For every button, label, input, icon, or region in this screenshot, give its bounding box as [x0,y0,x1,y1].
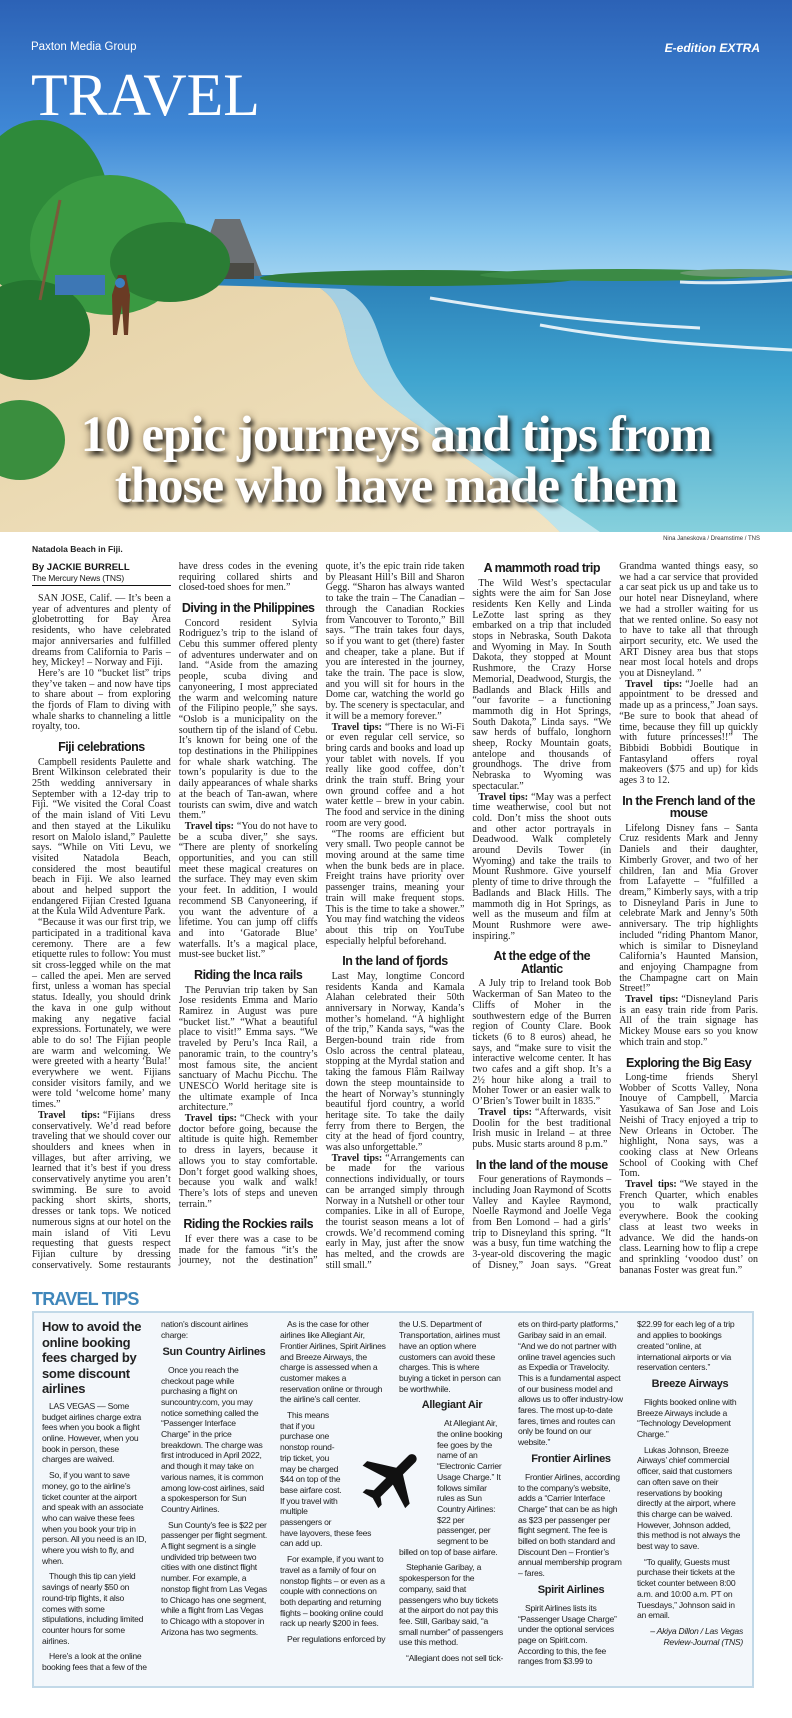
paragraph [42,1651,148,1672]
travel-tips-box [32,1311,754,1687]
paragraph-text: For example, if you want to travel as a family of four on nonstop flights – or even as a couple with connections on both departing and returning flights – booking online could rack up nearly $200 in fees. [280,1554,385,1629]
paragraph-text: “Arrangements can be made for the various connections individually, or tours can be arranged simply through Norway in a Nutshell or other tour companies. Like in all of Europe, the tourist season means a lot of crowds. We’d recommend coming early in May, just after the snow has melted, and the crowds are still small.” [325,1152,465,1271]
paragraph-text: “Because it was our first trip, we participated in a traditional kava ceremony. There are a few etiquette rules to follow: You must sit cross-legged while on the mat – called the apei. Men are served first, unless a woman has special status. Ideally, you should drink the kava in one gulp without making any negative facial expressions. Fortunately, we were able to do so! The Fijian people are warm and welcoming. We were greeted with a hearty ‘Bula!’ everywhere we went. Fijians consider visitors family, and we were told ‘welcome home’ many times.” [32,917,171,1111]
tips-column [161,1319,267,1677]
section-title: TRAVEL [31,62,260,128]
paragraph-text: Once you reach the checkout page while purchasing a flight on suncountry.com, you may notice something called the “Passenger Interface Charge” in the price breakdown. The charge was first introduced in April 2022, and though it may take on various names, it is common among low-cost airlines, said a spokesperson for Sun Country Airlines. [161,1364,265,1514]
paragraph-text: Here’s are 10 “bucket list” trips they’ve taken – and now have tips to share about – from exploring the fjords of Flam to diving with whale sharks to channeling a little royalty, too. [32,667,171,733]
paragraph [179,1114,318,1210]
tips-headline: How to avoid the online booking fees charged by some discount airlines [42,1319,142,1397]
paragraph [179,619,318,822]
paragraph-text: “You do not have to be a scuba diver,” she says. “There are plenty of snorkeling opportunities, and you can still meet these magical creatures on the surface. They may even skim your feet. In addition, I would recommend SB Canyoneering, if you want the adventure of a lifetime. You can jump off cliffs and into ‘Gatorade Blue’ waterfalls. It’s a magical place, must-see bucket list.” [178,820,318,961]
subheading: In the French land of the mouse [622,793,755,821]
paragraph-text: Though this tip can yield savings of nearly $50 on round-trip flights, it also comes with some stipulations, including limited counter hours for some airlines. [42,1571,144,1646]
paragraph [518,1472,624,1579]
paragraph-text: Long-time friends Sheryl Wobber of Scotts Valley, Nona Inouye of Campbell, Marcia Yasukawa of San Jose and Lois Neishi of Tracy enjoyed a trip to New Orleans in October. The highlight, Nona says, was a cooking class at New Orleans School of Cooking with Chef Tom. [619,1072,758,1180]
airplane-icon [356,1441,432,1517]
paragraph-text: Here’s a look at the online booking fees that a few of the [42,1651,147,1673]
paragraph [619,1073,758,1180]
paragraph [399,1653,505,1664]
paragraph [472,579,611,793]
paragraph [326,723,465,830]
paragraph-text: the U.S. Department of Transportation, airlines must have an option where customers can avoid these charges. This is where buying a ticket in person can be worthwhile. [399,1319,501,1394]
paragraph-text: Sun County’s fee is $22 per passenger per flight segment. A flight segment is a single undivided trip between two cities with one distinct flight number. For example, a nonstop flight from Las Vegas to Chicago has one segment, while a flight from Las Vegas to Chicago with a stopover in Arizona has two segments. [161,1519,267,1637]
paragraph-text: Per regulations enforced by [287,1634,386,1645]
travel-tips-lead: Travel tips: [478,791,529,803]
paragraph [179,822,318,961]
paragraph [326,830,465,948]
paragraph-text: ets on third-party platforms,” Garibay said in an email. “And we do not partner with online travel agencies such as Expedia or Travelocity. This is a fundamental aspect of our business model and allows us to offer industry-low fares. The most up-to-date fares, times and routes can only be found on our website.” [518,1319,623,1448]
paragraph [326,972,465,1154]
paragraph [280,1554,386,1629]
paragraph [32,594,171,669]
paragraph-text: Last May, longtime Concord residents Kanda and Kamala Alahan celebrated their 50th anniversary in Norway, Kanda’s mother’s homeland. “A highlight of the trip,” Kanda says, “was the Bergen-bound train ride from Oslo across the central plateau, stopping at the Myrdal station and taking the famous Flåm Railway down the steep mountainside to the heart of Norway’s stunningly beautiful fjord country, a world heritage site. To take the daily ferry from there to Bergen, the city at the head of fjord country, was also unforgettable.” [325,970,465,1154]
travel-tips-lead: Travel tips: [625,678,683,690]
paragraph-text: Lukas Johnson, Breeze Airways’ chief commercial officer, said that customers can often save on their reservations by booking directly at the airport, where this charge can be waived. However, Johnson added, this method is not always the best way to save. [637,1444,741,1552]
publisher-name: Paxton Media Group [31,41,137,53]
paragraph [472,793,611,943]
paragraph [637,1319,743,1373]
byline: By JACKIE BURRELL [32,562,130,573]
paragraph-text: “Disneyland Paris is an easy train ride from Paris. All of the train signage has Mickey Mouse ears so you know which train and stop.” [619,994,758,1048]
tips-column [42,1319,148,1677]
paragraph-text: Stephanie Garibay, a spokesperson for the company, said that passengers who buy tickets at the airport do not pay this fee. Still, Garibay said, “a small number” of passengers use this method. [399,1562,504,1648]
paragraph-text: The Wild West’s spectacular sights were the aim for San Jose residents Ken Kelly and Linda LeZotte last spring as they embarked on a trip that included stops in Nebraska, South Dakota and Wyoming in May. In South Dakota, they stopped at Mount Rushmore, the Crazy Horse Memorial, Deadwood, Sturgis, the Badlands and Black Hills and “our favorite – a functioning mammoth dig in Hot Springs, South Dakota,” Linda says. “We saw herds of buffalo, longhorn sheep, Rocky Mountain goats, antelope and thousands of groundhogs. The drive from Nebraska to Wyoming was spectacular.” [472,577,612,792]
paragraph-text: As is the case for other airlines like Allegiant Air, Frontier Airlines, Spirit Airlines and Breeze Airways, the charge is assessed when a customer makes a reservation online or through the airline’s call center. [280,1319,386,1405]
paragraph-text: The Peruvian trip taken by San Jose residents Emma and Mario Ramirez in August was pure “bucket list.” “What a beautiful place to visit!” Emma says. “We traveled by Peru’s Inca Rail, a panoramic train, to the country’s most famous site, the ancient sanctuary of Machu Picchu. The UNESCO World heritage site is the ultimate example of Inca architecture.” [178,984,318,1114]
paragraph-text: So, if you want to save money, go to the airline’s ticket counter at the airport and speak with an associate who can waive these fees when you book your trip in person. All you need is an ID, where you wish to fly, and when. [42,1470,147,1566]
paragraph [619,995,758,1049]
paragraph-text: Flights booked online with Breeze Airways include a “Technology Development Charge.” [637,1396,737,1440]
subheading: A mammoth road trip [483,561,600,575]
paragraph-text: “Allegiant does not sell tick- [406,1653,504,1664]
paragraph [518,1603,624,1667]
travel-tips-lead: Travel tips: [478,1106,532,1118]
travel-tips-lead: Travel tips: [184,1113,238,1125]
paragraph-text: Campbell residents Paulette and Brent Wilkinson celebrated their 25th wedding anniversary in September with a 12-day trip to Fiji. “We visited the Coral Coast of the main island of Viti Levu and then stayed at the Likuliku resort on Malolo island,” Paulette says. “While on Viti Levu, we visited Natadola Beach, considered the most beautiful beach in Fiji. We also learned about and helped support the endangered Fijian Crested Iguana at the Kula Wild Adventure Park. [32,756,171,918]
subheading: Riding the Inca rails [194,968,303,983]
travel-tips-lead: Travel tips: [184,820,234,832]
paragraph-text: “Fijians dress conservatively. We’d read before traveling that we should cover our shoulders and knees when in villages, but after arriving, we learned that it’s best if you dress conservatively anytime you aren’t swimming. Be sure to avoid packing short skirts, shorts, dresses or tank tops. We noticed numerous signs at our hotel on the main island of Viti Levu requesting that guests respect Fijian culture by dressing conservatively. Some restaurants have dress codes in the evening requiring collared shirts and closed-toed shoes for men.” [32,561,318,1271]
paragraph-text: LAS VEGAS — Some budget airlines charge extra fees when you book a flight online. However, when you book in person, these charges are waived. [42,1400,142,1465]
paragraph-text: “The rooms are efficient but very small. Two people cannot be moving around at the same time when the bunk beds are in place. Freight trains have priority over passenger trains, meaning your train will make frequent stops. This is the time to take a shower.” You may find watching the videos about this trip on YouTube especially helpful beforehand. [325,828,465,947]
paragraph [32,918,171,1111]
paragraph [399,1562,505,1648]
subheading: Sun Country Airlines [162,1345,266,1358]
paragraph-text: “We stayed in the French Quarter, which enables you to walk practically everywhere. Book the cooking class at least two weeks in advance. We did the hands-on class. Learning how to flip a crepe and sprinkling ‘voodoo dust’ on bananas Foster was great fun.” [619,1179,758,1276]
paragraph [280,1319,386,1405]
paragraph [472,1108,611,1151]
subheading: In the land of fjords [342,954,448,969]
travel-tips-lead: Travel tips: [331,721,382,733]
paragraph [637,1445,743,1552]
subheading: Riding the Rockies rails [183,1217,314,1232]
subheading: Spirit Airlines [537,1583,605,1596]
travel-tips-lead: Travel tips: [625,994,679,1006]
page-bottom-margin [0,1688,792,1718]
paragraph [637,1557,743,1621]
paragraph [161,1319,267,1340]
article-body [32,562,758,1276]
subheading: In the land of the mouse [475,1157,608,1172]
subheading: Fiji celebrations [58,740,145,755]
photo-credit: Nina Janeskova / Dreamstime / TNS [663,536,760,542]
byline-source: The Mercury News (TNS) [32,573,171,586]
headline-line-2: those who have made them [114,458,678,514]
paragraph-text: “May was a perfect time weatherwise, cool but not cold. Don’t miss the shoot outs and other actor portrayals in Deadwood. Walk completely around Devils Tower (in Wyoming) and take the trails to Mount Rushmore. Give yourself plenty of time to drive through the Badlands and Black Hills. The mammoth dig in Hot Springs, as well as the museum and film at Mount Rushmore were awe-inspiring.” [472,791,612,942]
tips-column [637,1319,743,1677]
paragraph [42,1401,148,1465]
paragraph [161,1520,267,1638]
paragraph-text: “To qualify, Guests must purchase their tickets at the ticket counter between 8:00 a.m. and 10:00 a.m. PT on Tuesdays,” Johnson said in an email. [637,1556,736,1621]
paragraph-text: $22.99 for each leg of a trip and applies to bookings created “online, at international airports or via reservation centers.” [637,1319,735,1373]
paragraph-text: Spirit Airlines lists its “Passenger Usage Charge” under the optional services page on Spirit.com. According to this, the fee ranges from $3.99 to [518,1602,617,1667]
paragraph [472,979,611,1107]
paragraph [637,1397,743,1440]
paragraph [32,758,171,919]
travel-tips-lead: Travel tips: [625,1179,677,1191]
photo-caption: Natadola Beach in Fiji. [32,544,123,554]
paragraph [42,1571,148,1646]
tips-column [518,1319,624,1677]
paragraph-text: Four generations of Raymonds – including Joan Raymond of Scotts Valley and Kaylee Raymond, Noelle Raymond and Joelle Vega from Ben Lomond – had a girls’ trip to Disneyland this spring. “It was a busy, fun time watching the 3-year-old discovering the magic of Disney,” Joan says. “Great Grandma wanted things easy, so we had a car service that provided a car seat pick us up and take us to our hotel near Disneyland, where we had a stroller waiting for us that we rented online. So easy not to have to take all that through airport security, etc. We used the ART Disney area bus that stops near most local hotels and drops you at Disneyland. ” [472,561,758,1271]
paragraph-text: “Joelle had an appointment to be dressed and made up as a princess,” Joan says. “Be sure to book that ahead of time, because they fill up quickly with future princesses!!” The Bibbidi Bobbidi Boutique in Fantasyland offers royal makeovers ($75 and up) for kids ages 3 to 12. [619,678,758,787]
subheading: At the edge of the Atlantic [493,949,591,976]
headline-line-1: 10 epic journeys and tips from [80,407,712,463]
paragraph [619,680,758,787]
travel-tips-lead: Travel tips: [38,1109,101,1121]
paragraph-text: “There is no Wi-Fi or even regular cell service, so bring cards and books and load up your tablet with novels. If you really like good coffee, don’t drink the train stuff. Bring your own ground coffee and a hot water kettle – brew in your cabin. The food and service in the dining room are very good. [325,721,465,829]
paragraph-text: SAN JOSE, Calif. — It’s been a year of adventures and plenty of globetrotting for Bay Area residents, who have celebrated major anniversaries and fulfilled dreams from California to Paris – hey, Mickey! – Norway and Fiji. [32,593,171,669]
caption-row [0,532,792,562]
subheading: Frontier Airlines [531,1452,611,1465]
paragraph-text: Frontier Airlines, according to the company’s website, adds a “Carrier Interface Charge” that can be as high as $23 per passenger per flight segment. The fee is billed on both standard and Discount Den – Frontier’s annual membership program – fares. [518,1471,622,1579]
subheading: Exploring the Big Easy [626,1055,752,1070]
paragraph [619,1180,758,1276]
subheading: Breeze Airways [651,1377,729,1390]
paragraph-text: “Check with your doctor before going, because the altitude is quite high. Remember to dress in layers, because it allows you to stay comfortable. Don’t forget good walking shoes, because you walk and walk! There’s lots of steps and uneven terrain.” [178,1113,318,1210]
paragraph [161,1365,267,1515]
paragraph [32,669,171,733]
paragraph-text: At Allegiant Air, the online booking fee goes by the name of an “Electronic Carrier Usage Charge.” It follows similar rules as Sun Country Airlines: $22 per passenger, per segment to be billed on top of base airfare. [399,1418,503,1557]
paragraph [179,986,318,1114]
paragraph [619,824,758,995]
paragraph-text: If ever there was a case to be made for the famous “it’s the journey, not the destination” quote, it’s the epic train ride taken by Pleasant Hill’s Bill and Sharon Gegg. “Sharon has always wanted to take the train – The Canadian – through the Canadian Rockies from Vancouver to Toronto,” Bill says. “The train takes four days, so if you want to get (there) faster and cheaper, take a plane. But if you are interested in the journey, take the train. The pace is slow, and you will sit for hours in the Dome car, watching the world go by. The scenery is spectacular, and it will be a memory forever.” [178,561,465,1267]
paragraph-text: Concord resident Sylvia Rodriguez’s trip to the island of Cebu this summer offered plenty of adventures underwater and on land. “Aside from the amazing people, scuba diving and canyoneering, I most appreciated the warm and welcoming nature of the Filipino people,” she says. “Oslob is a municipality on the southern tip of the island of Cebu. It’s known for being one of the top destinations in the Philippines for whale shark watching. The town’s popularity is due to the daily appearances of whale sharks at the beach of Tan-awan, where tourists can swim, dive and watch them.” [178,617,318,822]
travel-tips-lead: Travel tips: [331,1152,383,1164]
paragraph [326,1154,465,1272]
author-credit: – Akiya Dillon / Las Vegas Review-Journal (TNS) [650,1625,743,1647]
paragraph [42,1470,148,1566]
paragraph-text: nation’s discount airlines charge: [161,1319,248,1341]
paragraph [518,1319,624,1447]
paragraph [280,1634,386,1645]
hero-photo [0,0,792,532]
subheading: Diving in the Philippines [181,601,315,616]
paragraph-text: A July trip to Ireland took Bob Wackerman of San Mateo to the Cliffs of Moher in the southwestern edge of the Burren region of County Clare. Book tickets (6 to 8 euros) ahead, he says, and “make sure to visit the interactive welcome center. It has two cafes and a gift shop. It’s a 2½ hour hike along a trail to Moher Tower or an easier walk to O’Brien’s Tower built in 1835.” [472,978,612,1108]
paragraph-text: Lifelong Disney fans – Santa Cruz residents Mark and Jenny Daniels and their daughter, Kimberly Grover, and two of her children, Ian and Mia Grover from Lafayette – “fulfilled a dream,” Kimberly says, with a trip to Disneyland Paris in June to celebrate Mark and Jenny’s 50th anniversary. The trip highlights included “riding Phantom Manor, which is similar to Disneyland California’s Haunted Mansion, and enjoying Champagne from the Champagne cart on Main Street!” [619,822,758,995]
subheading: Allegiant Air [421,1399,483,1412]
paragraph-text: “Afterwards, visit Doolin for the best traditional Irish music in Ireland – at three pubs. Music starts around 8 p.m.” [472,1106,612,1150]
travel-tips-label: TRAVEL TIPS [32,1289,139,1310]
paragraph-text: This means that if you purchase one nonstop round-trip ticket, you may be charged $44 on top of the base airfare cost. If you travel with multiple passengers or have layovers, these fees can add up. [280,1410,372,1549]
paragraph [399,1319,505,1394]
edition-label: E-edition EXTRA [664,41,760,55]
